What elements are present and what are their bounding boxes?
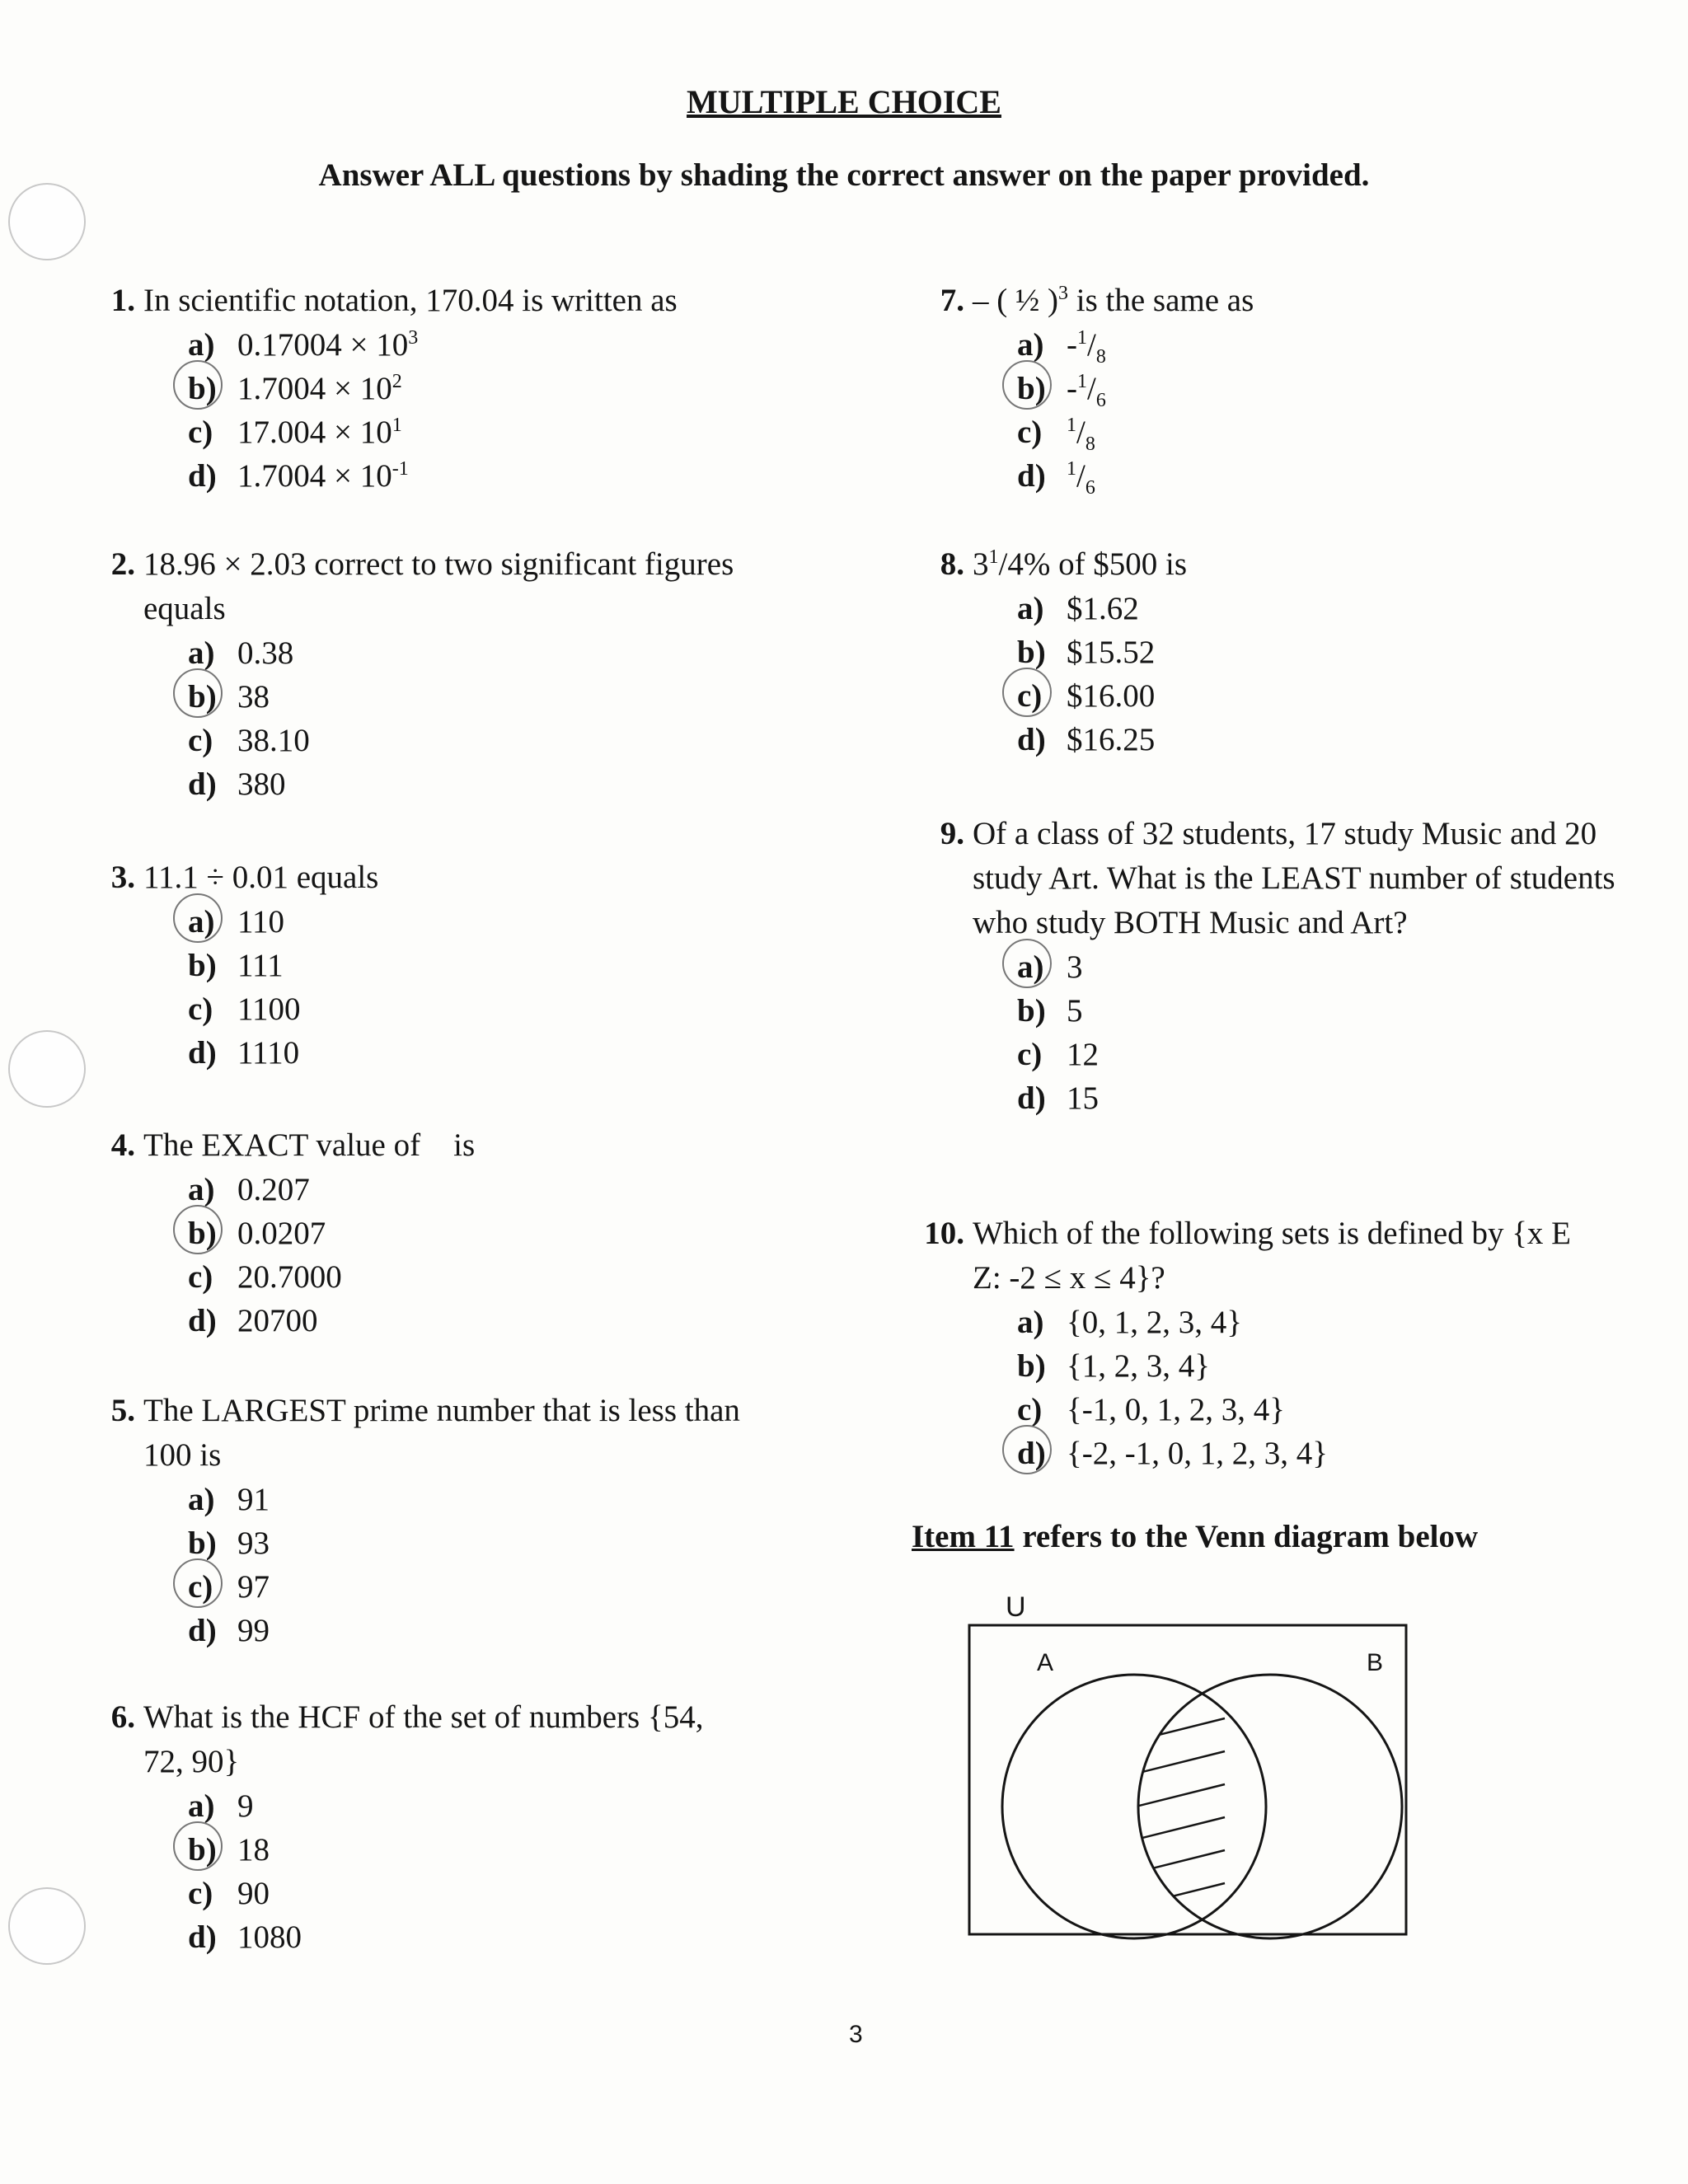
page-number: 3: [849, 2021, 863, 2048]
option-b[interactable]: b) $-^1/_6$: [1017, 367, 1587, 410]
option-d[interactable]: d) {-2, -1, 0, 1, 2, 3, 4}: [1017, 1432, 1587, 1475]
option-d[interactable]: d) 15: [1017, 1080, 1099, 1116]
option-d[interactable]: d) $^1/_6$: [1017, 457, 1095, 499]
option-b[interactable]: b) 5: [1017, 992, 1083, 1029]
option-d[interactable]: d) 380: [188, 766, 286, 802]
punch-hole: [8, 183, 86, 260]
page-title: MULTIPLE CHOICE: [687, 83, 1001, 120]
marked-answer: b): [188, 367, 237, 411]
option-a[interactable]: a) 0.38: [188, 635, 294, 671]
option-b[interactable]: b) {1, 2, 3, 4}: [1017, 1347, 1210, 1384]
option-a[interactable]: a) 9: [188, 1788, 254, 1824]
venn-diagram: [961, 1586, 1423, 1957]
question-3: [82, 855, 742, 1075]
universal-set-label: U: [1006, 1591, 1026, 1623]
marked-answer: b): [1017, 367, 1067, 411]
intersection-shading: [1126, 1685, 1225, 1908]
punch-hole: [8, 1030, 86, 1108]
option-c[interactable]: c) 1100: [188, 991, 301, 1027]
question-text: Which of the following sets is defined by {x E Z: -2 ≤ x ≤ 4}?: [973, 1216, 1571, 1296]
question-text: – ( ½ )$^3$ is the same as: [973, 283, 1254, 318]
option-a[interactable]: a) $1.62: [1017, 590, 1139, 626]
question-number: 7.: [940, 283, 964, 318]
option-a[interactable]: a) $0.17004 \times 10^3$: [188, 326, 419, 363]
marked-answer: c): [1017, 674, 1067, 719]
option-b[interactable]: b) 38: [188, 675, 742, 719]
question-number: 2.: [110, 546, 135, 582]
question-text: The EXACT value of is: [143, 1127, 476, 1163]
marked-answer: b): [188, 1212, 237, 1256]
marked-answer: a): [188, 900, 237, 944]
option-c[interactable]: c) $16.00: [1017, 674, 1587, 718]
question-text: 18.96 × 2.03 correct to two significant figures equals: [143, 546, 734, 626]
marked-answer: c): [188, 1565, 237, 1610]
option-d[interactable]: d) 99: [188, 1612, 270, 1648]
question-text: Of a class of 32 students, 17 study Music and 20 study Art. What is the LEAST number of students who study BOTH Music and Art?: [973, 816, 1615, 940]
question-text: The LARGEST prime number that is less than 100 is: [143, 1393, 740, 1473]
option-a[interactable]: a) 91: [188, 1481, 270, 1517]
option-b[interactable]: b) 18: [188, 1828, 742, 1872]
options: [1017, 945, 1637, 1120]
option-c[interactable]: c) 20.7000: [188, 1258, 342, 1295]
marked-answer: a): [1017, 945, 1067, 990]
question-number: 3.: [110, 860, 135, 895]
question-10: [912, 1212, 1587, 1475]
option-a[interactable]: a) 110: [188, 900, 742, 944]
question-1: [82, 279, 775, 498]
marked-answer: b): [188, 675, 237, 719]
option-b[interactable]: b) 93: [188, 1525, 270, 1561]
question-number: 5.: [110, 1393, 135, 1428]
question-number: 10.: [924, 1216, 964, 1251]
options: [188, 900, 742, 1075]
options: [188, 1784, 742, 1959]
option-b[interactable]: b) $1.7004 \times 10^2$: [188, 367, 775, 410]
options: [188, 1478, 775, 1652]
question-number: 1.: [110, 283, 135, 318]
question-number: 4.: [110, 1127, 135, 1163]
question-8: [912, 542, 1587, 762]
option-c[interactable]: c) 90: [188, 1875, 270, 1911]
question-number: 8.: [940, 546, 964, 582]
question-number: 6.: [110, 1699, 135, 1735]
option-c[interactable]: c) 38.10: [188, 722, 310, 758]
option-d[interactable]: d) 20700: [188, 1302, 318, 1338]
question-9: [912, 812, 1637, 1120]
set-a-label: A: [1037, 1649, 1054, 1676]
punch-hole: [8, 1887, 86, 1965]
option-b[interactable]: b) 111: [188, 947, 284, 983]
options: [1017, 323, 1587, 498]
question-7: [912, 279, 1587, 498]
option-a[interactable]: a) $-^1/_8$: [1017, 326, 1106, 368]
set-a-circle: [1002, 1675, 1266, 1938]
options: [188, 1168, 742, 1343]
option-c[interactable]: c) 97: [188, 1565, 775, 1609]
question-2: [82, 542, 742, 806]
option-d[interactable]: d) 1110: [188, 1034, 300, 1071]
option-b[interactable]: b) $15.52: [1017, 634, 1156, 670]
set-b-circle: [1138, 1675, 1402, 1938]
option-c[interactable]: c) $^1/_8$: [1017, 414, 1095, 455]
question-number: 9.: [940, 816, 964, 851]
question-text: What is the HCF of the set of numbers {54, 72, 90}: [143, 1699, 704, 1779]
question-text: In scientific notation, 170.04 is written as: [143, 283, 678, 318]
option-d[interactable]: d) $1.7004 \times 10^{-1}$: [188, 457, 409, 494]
marked-answer: b): [188, 1828, 237, 1872]
question-4: [82, 1123, 742, 1343]
item-11-heading: Item 11 refers to the Venn diagram below: [912, 1519, 1479, 1554]
options: [1017, 1301, 1587, 1475]
options: [188, 631, 742, 806]
set-b-label: B: [1366, 1649, 1383, 1676]
option-a[interactable]: a) {0, 1, 2, 3, 4}: [1017, 1304, 1242, 1340]
option-d[interactable]: d) 1080: [188, 1919, 302, 1955]
instructions: Answer ALL questions by shading the correct answer on the paper provided.: [318, 157, 1370, 193]
option-c[interactable]: c) {-1, 0, 1, 2, 3, 4}: [1017, 1391, 1285, 1427]
question-5: [82, 1389, 775, 1652]
option-c[interactable]: c) 12: [1017, 1036, 1099, 1072]
question-6: [82, 1695, 742, 1959]
marked-answer: d): [1017, 1432, 1067, 1476]
option-a[interactable]: a) 0.207: [188, 1171, 310, 1207]
option-c[interactable]: c) $17.004 \times 10^1$: [188, 414, 402, 450]
option-d[interactable]: d) $16.25: [1017, 721, 1156, 757]
question-text: 11.1 ÷ 0.01 equals: [143, 860, 379, 895]
universal-set-box: [969, 1625, 1406, 1934]
option-b[interactable]: b) 0.0207: [188, 1212, 742, 1255]
options: [1017, 587, 1587, 762]
question-text: $3^1/4\%$ of $500 is: [973, 546, 1188, 582]
option-a[interactable]: a) 3: [1017, 945, 1637, 989]
options: [188, 323, 775, 498]
